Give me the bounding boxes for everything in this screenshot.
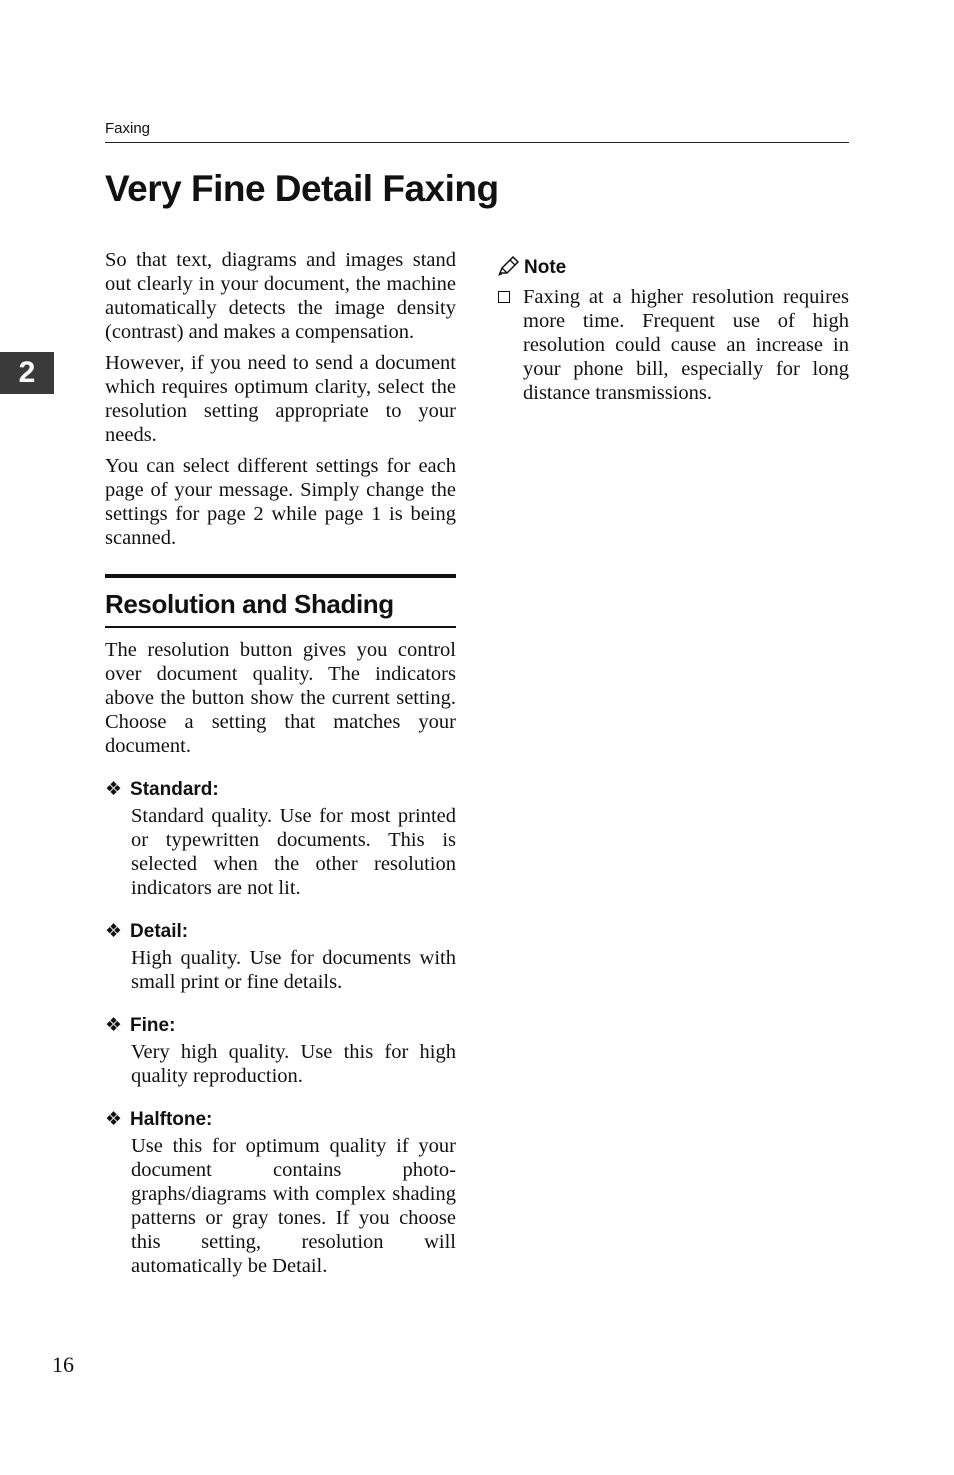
item-title: Halftone: — [130, 1109, 213, 1130]
chapter-tab: 2 — [0, 352, 54, 394]
left-column — [105, 248, 456, 1285]
list-item — [105, 1108, 456, 1278]
resolution-section — [105, 574, 456, 1278]
note-item — [498, 285, 849, 412]
item-text: Use this for optimum quality if your document contains photographs/diagrams with complex shading patterns or gray tones. If you choose this setting, resolution will automatically be Detail. — [131, 1135, 456, 1277]
section-title: Resolution and Shading — [105, 589, 394, 619]
list-item — [105, 778, 456, 900]
diamond-bullet-icon: ❖ — [105, 1015, 123, 1036]
checkbox-icon — [498, 291, 510, 303]
note-heading — [498, 255, 849, 281]
pencil-icon — [498, 256, 520, 281]
list-item — [105, 1014, 456, 1088]
item-title: Detail: — [130, 921, 189, 942]
running-header: Faxing — [105, 120, 151, 137]
diamond-bullet-icon: ❖ — [105, 779, 123, 800]
intro-paragraph-3: You can select different settings for each page of your message. Simply change the settings for page 2 while page 1 is being scanned. — [105, 455, 456, 549]
item-title: Fine: — [130, 1015, 176, 1036]
intro-paragraph-2: However, if you need to send a document which requires optimum clarity, select the resolution setting appropriate to your needs. — [105, 352, 456, 446]
diamond-bullet-icon: ❖ — [105, 1109, 123, 1130]
list-item — [105, 920, 456, 994]
diamond-bullet-icon: ❖ — [105, 921, 123, 942]
intro-paragraph-1: So that text, diagrams and images stand out clearly in your document, the machine automatically detects the image density (contrast) and makes a compensation. — [105, 249, 456, 343]
item-text: Standard quality. Use for most printed or typewritten documents. This is selected when the other resolution indicators are not lit. — [131, 805, 456, 899]
page-number: 16 — [52, 1352, 74, 1377]
note-title: Note — [524, 257, 567, 278]
section-rule-bottom — [105, 626, 456, 628]
right-column — [498, 255, 849, 412]
header-rule — [105, 142, 849, 143]
item-text: High quality. Use for documents with small print or fine details. — [131, 947, 456, 993]
section-rule-top — [105, 574, 456, 578]
page-title: Very Fine Detail Faxing — [105, 168, 499, 209]
section-intro: The resolution button gives you control over document quality. The indicators above the button show the current setting. Choose a setting that matches your document. — [105, 639, 456, 757]
item-text: Very high quality. Use this for high quality reproduction. — [131, 1041, 456, 1087]
item-title: Standard: — [130, 779, 219, 800]
note-text: Faxing at a higher resolution requires more time. Frequent use of high resolution could cause an increase in your phone bill, especially for long distance transmissions. — [523, 286, 849, 404]
